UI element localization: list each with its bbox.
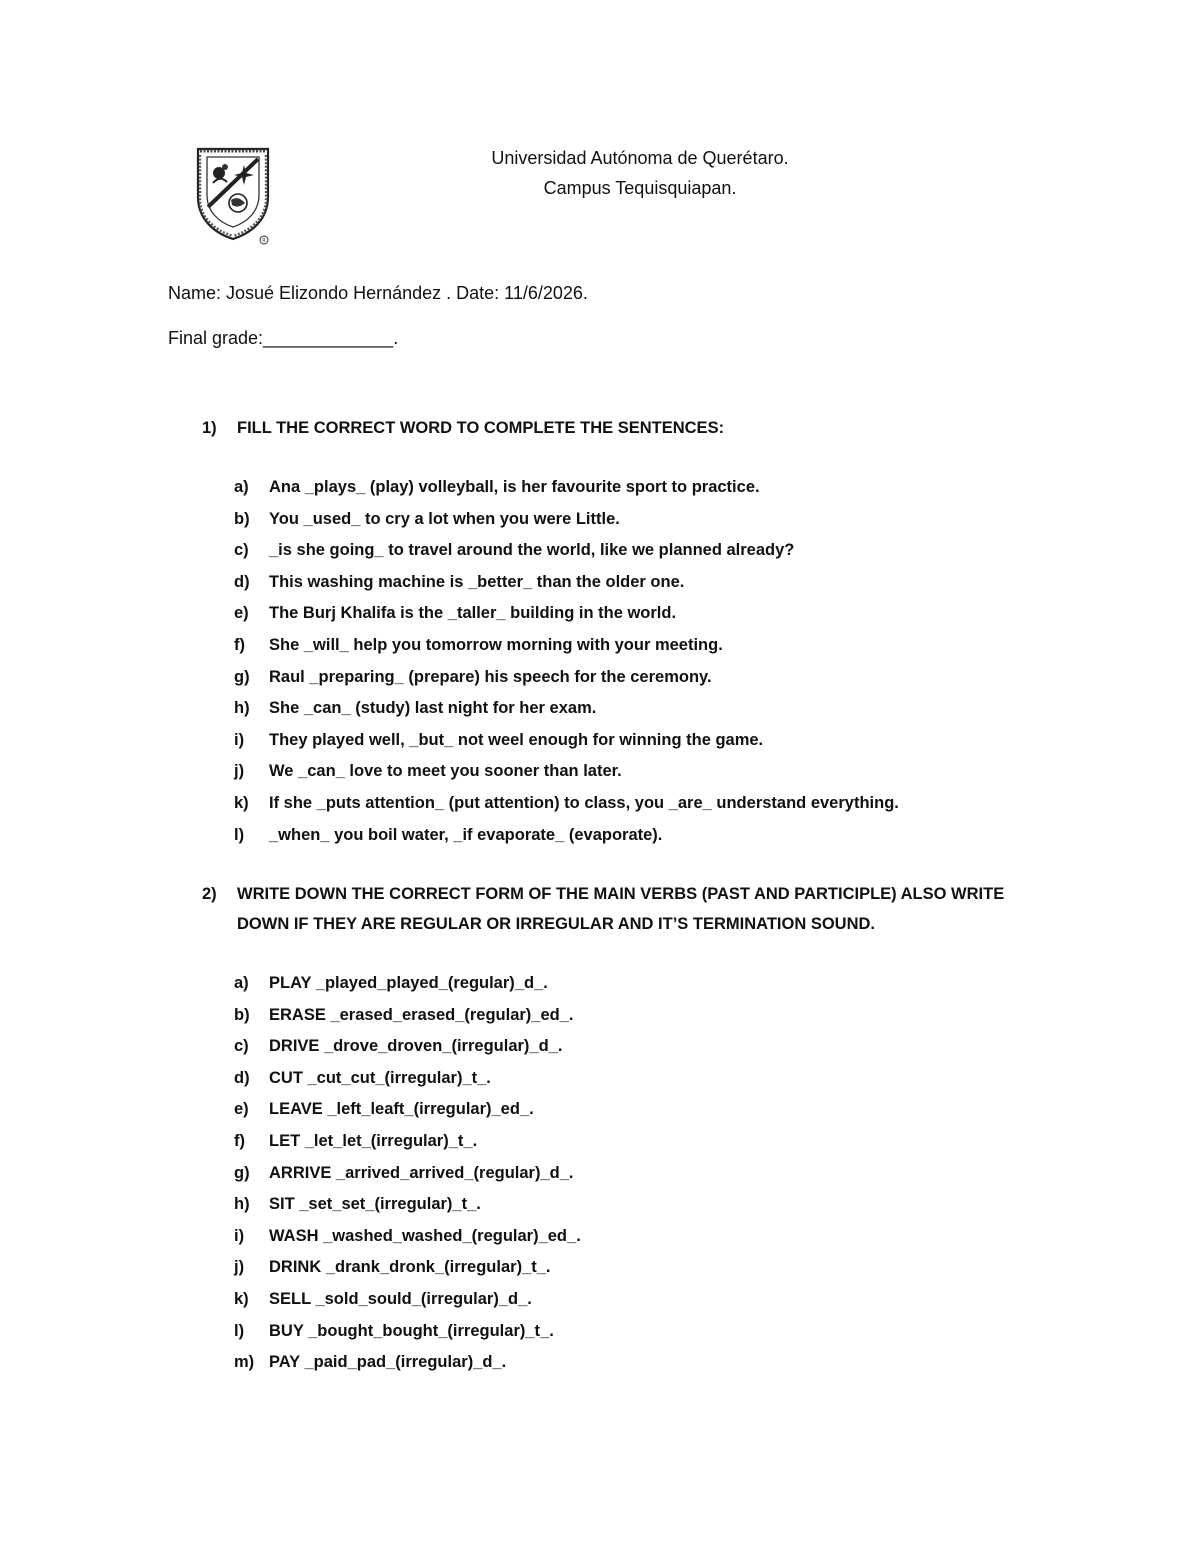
item-letter: k) xyxy=(234,1289,249,1308)
svg-text:R: R xyxy=(262,238,266,245)
list-item xyxy=(234,1284,1034,1316)
section-2-heading xyxy=(202,879,1022,939)
item-text: DRINK _drank_dronk_(irregular)_t_. xyxy=(269,1258,551,1277)
section-1-list xyxy=(234,472,1034,851)
section-title: FILL THE CORRECT WORD TO COMPLETE THE SENTENCES: xyxy=(237,419,725,437)
item-text: _is she going_ to travel around the world, like we planned already? xyxy=(269,541,795,560)
list-item xyxy=(234,598,1034,630)
list-item xyxy=(234,1094,1034,1126)
item-letter: f) xyxy=(234,635,245,654)
item-letter: l) xyxy=(234,825,245,844)
section-2-list xyxy=(234,968,1034,1379)
list-item xyxy=(234,1316,1034,1348)
item-text: PLAY _played_played_(regular)_d_. xyxy=(269,974,548,992)
list-item xyxy=(234,1126,1034,1158)
list-item xyxy=(234,1221,1034,1253)
item-letter: a) xyxy=(234,478,249,496)
list-item xyxy=(234,1158,1034,1190)
item-text: BUY _bought_bought_(irregular)_t_. xyxy=(269,1321,554,1340)
item-text: PAY _paid_pad_(irregular)_d_. xyxy=(269,1353,507,1372)
item-letter: g) xyxy=(234,667,250,686)
item-letter: m) xyxy=(234,1353,255,1372)
list-item xyxy=(234,693,1034,725)
item-text: You _used_ to cry a lot when you were Little. xyxy=(269,509,620,528)
list-item xyxy=(234,1063,1034,1095)
item-text: She _will_ help you tomorrow morning with your meeting. xyxy=(269,635,723,654)
list-item xyxy=(234,504,1034,536)
item-letter: b) xyxy=(234,1005,250,1024)
section-number: 2) xyxy=(202,885,217,903)
section-1-heading xyxy=(202,413,1022,443)
item-text: SELL _sold_sould_(irregular)_d_. xyxy=(269,1289,532,1308)
item-letter: e) xyxy=(234,604,249,623)
item-letter: a) xyxy=(234,974,249,992)
item-letter: i) xyxy=(234,730,245,749)
list-item xyxy=(234,662,1034,694)
list-item xyxy=(234,968,1034,1000)
item-letter: j) xyxy=(234,1258,245,1277)
university-shield-logo-icon xyxy=(192,145,274,247)
item-text: ARRIVE _arrived_arrived_(regular)_d_. xyxy=(269,1163,574,1182)
item-letter: g) xyxy=(234,1163,250,1182)
item-letter: f) xyxy=(234,1131,245,1150)
list-item xyxy=(234,472,1034,504)
item-letter: l) xyxy=(234,1321,245,1340)
item-text: The Burj Khalifa is the _taller_ building in the world. xyxy=(269,604,677,623)
campus-name: Campus Tequisquiapan. xyxy=(543,178,737,198)
item-text: WASH _washed_washed_(regular)_ed_. xyxy=(269,1226,581,1245)
item-text: This washing machine is _better_ than the older one. xyxy=(269,572,685,591)
item-letter: d) xyxy=(234,1068,250,1087)
list-item xyxy=(234,1031,1034,1063)
section-title: WRITE DOWN THE CORRECT FORM OF THE MAIN VERBS (PAST AND PARTICIPLE) ALSO WRITE DOWN IF THEY ARE REGULAR OR IRREGULAR AND IT’S TERMINATION SOUND. xyxy=(237,885,1005,933)
list-item xyxy=(234,756,1034,788)
item-letter: d) xyxy=(234,572,250,591)
item-letter: e) xyxy=(234,1100,249,1119)
item-letter: h) xyxy=(234,699,250,718)
item-letter: k) xyxy=(234,793,249,812)
list-item xyxy=(234,1000,1034,1032)
item-text: She _can_ (study) last night for her exam. xyxy=(269,699,597,718)
item-text: LET _let_let_(irregular)_t_. xyxy=(269,1131,478,1150)
list-item xyxy=(234,630,1034,662)
university-name: Universidad Autónoma de Querétaro. xyxy=(491,148,789,168)
item-text: Raul _preparing_ (prepare) his speech for the ceremony. xyxy=(269,667,712,686)
student-name-date-line: Name: Josué Elizondo Hernández . Date: 11/6/2026. xyxy=(168,283,588,303)
list-item xyxy=(234,1347,1034,1379)
item-text: CUT _cut_cut_(irregular)_t_. xyxy=(269,1068,491,1087)
item-letter: h) xyxy=(234,1195,250,1214)
item-letter: j) xyxy=(234,762,245,781)
item-text: LEAVE _left_leaft_(irregular)_ed_. xyxy=(269,1100,534,1119)
list-item xyxy=(234,535,1034,567)
list-item xyxy=(234,788,1034,820)
list-item xyxy=(234,820,1034,852)
item-text: Ana _plays_ (play) volleyball, is her favourite sport to practice. xyxy=(269,478,760,496)
list-item xyxy=(234,1189,1034,1221)
item-text: ERASE _erased_erased_(regular)_ed_. xyxy=(269,1005,574,1024)
item-letter: c) xyxy=(234,541,249,560)
item-text: They played well, _but_ not weel enough for winning the game. xyxy=(269,730,764,749)
final-grade-line: Final grade:_____________. xyxy=(168,328,399,348)
item-text: We _can_ love to meet you sooner than later. xyxy=(269,762,622,781)
item-letter: b) xyxy=(234,509,250,528)
item-letter: i) xyxy=(234,1226,245,1245)
list-item xyxy=(234,725,1034,757)
list-item xyxy=(234,567,1034,599)
item-letter: c) xyxy=(234,1037,249,1056)
item-text: SIT _set_set_(irregular)_t_. xyxy=(269,1195,481,1214)
item-text: DRIVE _drove_droven_(irregular)_d_. xyxy=(269,1037,563,1056)
list-item xyxy=(234,1252,1034,1284)
section-number: 1) xyxy=(202,419,217,437)
item-text: If she _puts attention_ (put attention) to class, you _are_ understand everything. xyxy=(269,793,899,812)
item-text: _when_ you boil water, _if evaporate_ (evaporate). xyxy=(269,825,663,844)
